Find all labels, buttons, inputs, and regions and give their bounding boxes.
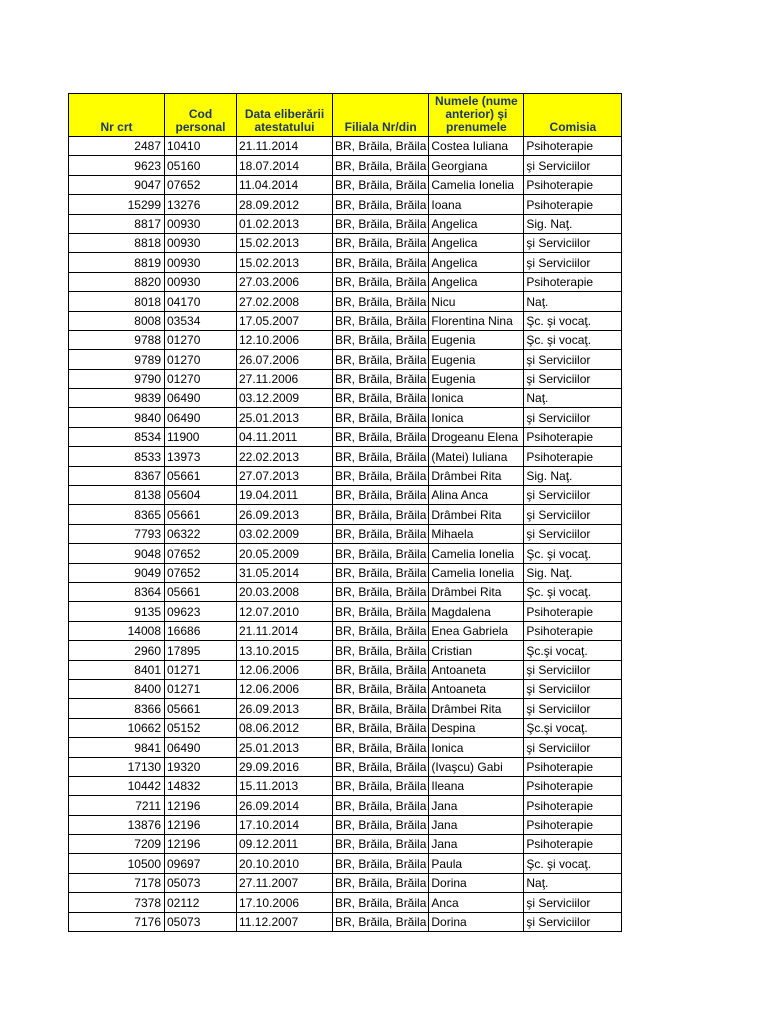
table-row bbox=[69, 156, 622, 175]
cod-personal-cell: 05661 bbox=[165, 505, 237, 524]
date-cell: 17.10.2006 bbox=[237, 893, 333, 912]
table-row bbox=[69, 292, 622, 311]
comisia-cell: Şc.şi vocaţ. bbox=[524, 718, 622, 737]
date-cell: 21.11.2014 bbox=[237, 621, 333, 640]
comisia-cell: şi Serviciilor bbox=[524, 486, 622, 505]
date-cell: 15.02.2013 bbox=[237, 233, 333, 252]
comisia-cell: Psihoterapie bbox=[524, 195, 622, 214]
nr-crt-cell: 8366 bbox=[69, 699, 165, 718]
table-row bbox=[69, 214, 622, 233]
header-nume-prenume: Numele (nume anterior) şi prenumele bbox=[429, 94, 524, 137]
filiala-cell: BR, Brăila, Brăila bbox=[333, 272, 429, 291]
name-cell: Camelia Ionelia bbox=[429, 544, 524, 563]
table-row bbox=[69, 272, 622, 291]
name-cell: (Matei) Iuliana bbox=[429, 447, 524, 466]
filiala-cell: BR, Brăila, Brăila bbox=[333, 427, 429, 446]
name-cell: Enea Gabriela bbox=[429, 621, 524, 640]
cod-personal-cell: 01271 bbox=[165, 679, 237, 698]
filiala-cell: BR, Brăila, Brăila bbox=[333, 582, 429, 601]
nr-crt-cell: 7209 bbox=[69, 835, 165, 854]
table-row bbox=[69, 679, 622, 698]
filiala-cell: BR, Brăila, Brăila bbox=[333, 195, 429, 214]
cod-personal-cell: 05661 bbox=[165, 699, 237, 718]
nr-crt-cell: 7178 bbox=[69, 873, 165, 892]
date-cell: 15.02.2013 bbox=[237, 253, 333, 272]
filiala-cell: BR, Brăila, Brăila bbox=[333, 660, 429, 679]
table-row bbox=[69, 641, 622, 660]
comisia-cell: Psihoterapie bbox=[524, 427, 622, 446]
comisia-cell: şi Serviciilor bbox=[524, 912, 622, 931]
table-row bbox=[69, 796, 622, 815]
cod-personal-cell: 05152 bbox=[165, 718, 237, 737]
nr-crt-cell: 7176 bbox=[69, 912, 165, 931]
comisia-cell: şi Serviciilor bbox=[524, 679, 622, 698]
comisia-cell: şi Serviciilor bbox=[524, 233, 622, 252]
name-cell: Angelica bbox=[429, 253, 524, 272]
cod-personal-cell: 09697 bbox=[165, 854, 237, 873]
nr-crt-cell: 9789 bbox=[69, 350, 165, 369]
cod-personal-cell: 09623 bbox=[165, 602, 237, 621]
header-cod-personal: Cod personal bbox=[165, 94, 237, 137]
cod-personal-cell: 05073 bbox=[165, 912, 237, 931]
table-row bbox=[69, 660, 622, 679]
comisia-cell: Psihoterapie bbox=[524, 757, 622, 776]
comisia-cell: şi Serviciilor bbox=[524, 253, 622, 272]
date-cell: 20.10.2010 bbox=[237, 854, 333, 873]
cod-personal-cell: 00930 bbox=[165, 214, 237, 233]
date-cell: 26.09.2014 bbox=[237, 796, 333, 815]
cod-personal-cell: 07652 bbox=[165, 544, 237, 563]
table-row bbox=[69, 233, 622, 252]
comisia-cell: şi Serviciilor bbox=[524, 350, 622, 369]
cod-personal-cell: 05160 bbox=[165, 156, 237, 175]
filiala-cell: BR, Brăila, Brăila bbox=[333, 137, 429, 156]
date-cell: 01.02.2013 bbox=[237, 214, 333, 233]
table-row bbox=[69, 815, 622, 834]
cod-personal-cell: 02112 bbox=[165, 893, 237, 912]
date-cell: 19.04.2011 bbox=[237, 486, 333, 505]
table-row bbox=[69, 776, 622, 795]
filiala-cell: BR, Brăila, Brăila bbox=[333, 835, 429, 854]
filiala-cell: BR, Brăila, Brăila bbox=[333, 699, 429, 718]
name-cell: Georgiana bbox=[429, 156, 524, 175]
date-cell: 20.03.2008 bbox=[237, 582, 333, 601]
header-nr-crt: Nr crt bbox=[69, 94, 165, 137]
cod-personal-cell: 14832 bbox=[165, 776, 237, 795]
date-cell: 26.09.2013 bbox=[237, 699, 333, 718]
table-row bbox=[69, 912, 622, 931]
cod-personal-cell: 07652 bbox=[165, 563, 237, 582]
nr-crt-cell: 10662 bbox=[69, 718, 165, 737]
filiala-cell: BR, Brăila, Brăila bbox=[333, 389, 429, 408]
filiala-cell: BR, Brăila, Brăila bbox=[333, 505, 429, 524]
table-row bbox=[69, 253, 622, 272]
nr-crt-cell: 9048 bbox=[69, 544, 165, 563]
date-cell: 26.09.2013 bbox=[237, 505, 333, 524]
date-cell: 18.07.2014 bbox=[237, 156, 333, 175]
date-cell: 15.11.2013 bbox=[237, 776, 333, 795]
table-row bbox=[69, 505, 622, 524]
cod-personal-cell: 00930 bbox=[165, 233, 237, 252]
nr-crt-cell: 7211 bbox=[69, 796, 165, 815]
date-cell: 27.07.2013 bbox=[237, 466, 333, 485]
date-cell: 27.11.2006 bbox=[237, 369, 333, 388]
table-row bbox=[69, 330, 622, 349]
table-row bbox=[69, 699, 622, 718]
comisia-cell: Psihoterapie bbox=[524, 815, 622, 834]
name-cell: Camelia Ionelia bbox=[429, 175, 524, 194]
filiala-cell: BR, Brăila, Brăila bbox=[333, 679, 429, 698]
filiala-cell: BR, Brăila, Brăila bbox=[333, 369, 429, 388]
nr-crt-cell: 15299 bbox=[69, 195, 165, 214]
nr-crt-cell: 2960 bbox=[69, 641, 165, 660]
comisia-cell: Naţ. bbox=[524, 292, 622, 311]
cod-personal-cell: 06490 bbox=[165, 408, 237, 427]
name-cell: Dorina bbox=[429, 873, 524, 892]
name-cell: Eugenia bbox=[429, 330, 524, 349]
table-row bbox=[69, 486, 622, 505]
name-cell: Drâmbei Rita bbox=[429, 466, 524, 485]
nr-crt-cell: 9135 bbox=[69, 602, 165, 621]
name-cell: Cristian bbox=[429, 641, 524, 660]
name-cell: Mihaela bbox=[429, 524, 524, 543]
date-cell: 17.05.2007 bbox=[237, 311, 333, 330]
cod-personal-cell: 16686 bbox=[165, 621, 237, 640]
comisia-cell: Psihoterapie bbox=[524, 796, 622, 815]
nr-crt-cell: 9790 bbox=[69, 369, 165, 388]
nr-crt-cell: 8138 bbox=[69, 486, 165, 505]
date-cell: 11.12.2007 bbox=[237, 912, 333, 931]
comisia-cell: şi Serviciilor bbox=[524, 699, 622, 718]
filiala-cell: BR, Brăila, Brăila bbox=[333, 563, 429, 582]
date-cell: 12.06.2006 bbox=[237, 660, 333, 679]
nr-crt-cell: 9047 bbox=[69, 175, 165, 194]
nr-crt-cell: 8400 bbox=[69, 679, 165, 698]
name-cell: Jana bbox=[429, 796, 524, 815]
date-cell: 25.01.2013 bbox=[237, 738, 333, 757]
name-cell: Angelica bbox=[429, 272, 524, 291]
filiala-cell: BR, Brăila, Brăila bbox=[333, 718, 429, 737]
date-cell: 31.05.2014 bbox=[237, 563, 333, 582]
name-cell: Angelica bbox=[429, 214, 524, 233]
filiala-cell: BR, Brăila, Brăila bbox=[333, 466, 429, 485]
comisia-cell: şi Serviciilor bbox=[524, 408, 622, 427]
nr-crt-cell: 10500 bbox=[69, 854, 165, 873]
table-header bbox=[69, 94, 622, 137]
filiala-cell: BR, Brăila, Brăila bbox=[333, 350, 429, 369]
name-cell: Angelica bbox=[429, 233, 524, 252]
nr-crt-cell: 8817 bbox=[69, 214, 165, 233]
nr-crt-cell: 14008 bbox=[69, 621, 165, 640]
date-cell: 03.12.2009 bbox=[237, 389, 333, 408]
cod-personal-cell: 05661 bbox=[165, 466, 237, 485]
filiala-cell: BR, Brăila, Brăila bbox=[333, 873, 429, 892]
date-cell: 11.04.2014 bbox=[237, 175, 333, 194]
name-cell: Magdalena bbox=[429, 602, 524, 621]
name-cell: Ioana bbox=[429, 195, 524, 214]
nr-crt-cell: 8401 bbox=[69, 660, 165, 679]
comisia-cell: Şc. şi vocaţ. bbox=[524, 582, 622, 601]
header-filiala: Filiala Nr/din bbox=[333, 94, 429, 137]
name-cell: Jana bbox=[429, 835, 524, 854]
date-cell: 17.10.2014 bbox=[237, 815, 333, 834]
comisia-cell: Şc.şi vocaţ. bbox=[524, 641, 622, 660]
nr-crt-cell: 8820 bbox=[69, 272, 165, 291]
filiala-cell: BR, Brăila, Brăila bbox=[333, 311, 429, 330]
date-cell: 25.01.2013 bbox=[237, 408, 333, 427]
name-cell: Drâmbei Rita bbox=[429, 582, 524, 601]
nr-crt-cell: 9788 bbox=[69, 330, 165, 349]
date-cell: 20.05.2009 bbox=[237, 544, 333, 563]
cod-personal-cell: 04170 bbox=[165, 292, 237, 311]
nr-crt-cell: 8818 bbox=[69, 233, 165, 252]
date-cell: 26.07.2006 bbox=[237, 350, 333, 369]
comisia-cell: Psihoterapie bbox=[524, 272, 622, 291]
name-cell: Anca bbox=[429, 893, 524, 912]
filiala-cell: BR, Brăila, Brăila bbox=[333, 776, 429, 795]
comisia-cell: şi Serviciilor bbox=[524, 524, 622, 543]
name-cell: Costea Iuliana bbox=[429, 137, 524, 156]
cod-personal-cell: 06490 bbox=[165, 389, 237, 408]
cod-personal-cell: 01270 bbox=[165, 350, 237, 369]
comisia-cell: Şc. şi vocaţ. bbox=[524, 311, 622, 330]
name-cell: Camelia Ionelia bbox=[429, 563, 524, 582]
date-cell: 28.09.2012 bbox=[237, 195, 333, 214]
date-cell: 09.12.2011 bbox=[237, 835, 333, 854]
comisia-cell: Psihoterapie bbox=[524, 602, 622, 621]
name-cell: Drâmbei Rita bbox=[429, 505, 524, 524]
comisia-cell: Psihoterapie bbox=[524, 175, 622, 194]
cod-personal-cell: 13973 bbox=[165, 447, 237, 466]
filiala-cell: BR, Brăila, Brăila bbox=[333, 641, 429, 660]
filiala-cell: BR, Brăila, Brăila bbox=[333, 738, 429, 757]
nr-crt-cell: 17130 bbox=[69, 757, 165, 776]
filiala-cell: BR, Brăila, Brăila bbox=[333, 893, 429, 912]
filiala-cell: BR, Brăila, Brăila bbox=[333, 330, 429, 349]
filiala-cell: BR, Brăila, Brăila bbox=[333, 602, 429, 621]
date-cell: 12.10.2006 bbox=[237, 330, 333, 349]
filiala-cell: BR, Brăila, Brăila bbox=[333, 815, 429, 834]
comisia-cell: Sig. Naţ. bbox=[524, 563, 622, 582]
name-cell: Nicu bbox=[429, 292, 524, 311]
table-row bbox=[69, 350, 622, 369]
date-cell: 27.11.2007 bbox=[237, 873, 333, 892]
nr-crt-cell: 8008 bbox=[69, 311, 165, 330]
cod-personal-cell: 13276 bbox=[165, 195, 237, 214]
comisia-cell: şi Serviciilor bbox=[524, 505, 622, 524]
name-cell: Eugenia bbox=[429, 350, 524, 369]
name-cell: Drogeanu Elena bbox=[429, 427, 524, 446]
date-cell: 22.02.2013 bbox=[237, 447, 333, 466]
date-cell: 29.09.2016 bbox=[237, 757, 333, 776]
comisia-cell: şi Serviciilor bbox=[524, 369, 622, 388]
comisia-cell: Psihoterapie bbox=[524, 776, 622, 795]
name-cell: Antoaneta bbox=[429, 660, 524, 679]
nr-crt-cell: 8365 bbox=[69, 505, 165, 524]
comisia-cell: şi Serviciilor bbox=[524, 156, 622, 175]
cod-personal-cell: 00930 bbox=[165, 253, 237, 272]
filiala-cell: BR, Brăila, Brăila bbox=[333, 447, 429, 466]
table-row bbox=[69, 602, 622, 621]
nr-crt-cell: 8533 bbox=[69, 447, 165, 466]
cod-personal-cell: 19320 bbox=[165, 757, 237, 776]
table-row bbox=[69, 466, 622, 485]
table-row bbox=[69, 757, 622, 776]
filiala-cell: BR, Brăila, Brăila bbox=[333, 233, 429, 252]
filiala-cell: BR, Brăila, Brăila bbox=[333, 757, 429, 776]
nr-crt-cell: 9841 bbox=[69, 738, 165, 757]
comisia-cell: şi Serviciilor bbox=[524, 738, 622, 757]
comisia-cell: Naţ. bbox=[524, 389, 622, 408]
filiala-cell: BR, Brăila, Brăila bbox=[333, 621, 429, 640]
filiala-cell: BR, Brăila, Brăila bbox=[333, 912, 429, 931]
date-cell: 21.11.2014 bbox=[237, 137, 333, 156]
nr-crt-cell: 9623 bbox=[69, 156, 165, 175]
table-row bbox=[69, 427, 622, 446]
table-row bbox=[69, 408, 622, 427]
cod-personal-cell: 17895 bbox=[165, 641, 237, 660]
nr-crt-cell: 9839 bbox=[69, 389, 165, 408]
table-row bbox=[69, 369, 622, 388]
nr-crt-cell: 8534 bbox=[69, 427, 165, 446]
cod-personal-cell: 00930 bbox=[165, 272, 237, 291]
name-cell: Ionica bbox=[429, 389, 524, 408]
name-cell: Alina Anca bbox=[429, 486, 524, 505]
table-row bbox=[69, 718, 622, 737]
name-cell: Florentina Nina bbox=[429, 311, 524, 330]
cod-personal-cell: 12196 bbox=[165, 835, 237, 854]
table-row bbox=[69, 563, 622, 582]
cod-personal-cell: 11900 bbox=[165, 427, 237, 446]
table-row bbox=[69, 738, 622, 757]
nr-crt-cell: 7378 bbox=[69, 893, 165, 912]
filiala-cell: BR, Brăila, Brăila bbox=[333, 524, 429, 543]
comisia-cell: Şc. şi vocaţ. bbox=[524, 854, 622, 873]
cod-personal-cell: 05661 bbox=[165, 582, 237, 601]
cod-personal-cell: 01270 bbox=[165, 369, 237, 388]
date-cell: 27.02.2008 bbox=[237, 292, 333, 311]
nr-crt-cell: 9049 bbox=[69, 563, 165, 582]
cod-personal-cell: 06490 bbox=[165, 738, 237, 757]
cod-personal-cell: 01270 bbox=[165, 330, 237, 349]
name-cell: Ionica bbox=[429, 408, 524, 427]
table-row bbox=[69, 389, 622, 408]
comisia-cell: Şc. şi vocaţ. bbox=[524, 330, 622, 349]
comisia-cell: Psihoterapie bbox=[524, 447, 622, 466]
comisia-cell: Psihoterapie bbox=[524, 137, 622, 156]
name-cell: Eugenia bbox=[429, 369, 524, 388]
nr-crt-cell: 8364 bbox=[69, 582, 165, 601]
table-row bbox=[69, 447, 622, 466]
name-cell: Ionica bbox=[429, 738, 524, 757]
name-cell: Despina bbox=[429, 718, 524, 737]
table-row bbox=[69, 873, 622, 892]
nr-crt-cell: 10442 bbox=[69, 776, 165, 795]
name-cell: Drâmbei Rita bbox=[429, 699, 524, 718]
nr-crt-cell: 7793 bbox=[69, 524, 165, 543]
name-cell: Antoaneta bbox=[429, 679, 524, 698]
nr-crt-cell: 8819 bbox=[69, 253, 165, 272]
comisia-cell: Sig. Naţ. bbox=[524, 214, 622, 233]
nr-crt-cell: 8367 bbox=[69, 466, 165, 485]
records-table bbox=[68, 93, 622, 932]
nr-crt-cell: 9840 bbox=[69, 408, 165, 427]
header-row bbox=[69, 94, 622, 137]
table-row bbox=[69, 311, 622, 330]
cod-personal-cell: 12196 bbox=[165, 815, 237, 834]
name-cell: (Ivaşcu) Gabi bbox=[429, 757, 524, 776]
date-cell: 04.11.2011 bbox=[237, 427, 333, 446]
filiala-cell: BR, Brăila, Brăila bbox=[333, 214, 429, 233]
table-row bbox=[69, 621, 622, 640]
comisia-cell: Şc. şi vocaţ. bbox=[524, 544, 622, 563]
cod-personal-cell: 07652 bbox=[165, 175, 237, 194]
comisia-cell: şi Serviciilor bbox=[524, 660, 622, 679]
table-row bbox=[69, 544, 622, 563]
name-cell: Paula bbox=[429, 854, 524, 873]
table-row bbox=[69, 854, 622, 873]
filiala-cell: BR, Brăila, Brăila bbox=[333, 156, 429, 175]
name-cell: Dorina bbox=[429, 912, 524, 931]
table-row bbox=[69, 137, 622, 156]
date-cell: 08.06.2012 bbox=[237, 718, 333, 737]
header-data-eliberarii: Data eliberării atestatului bbox=[237, 94, 333, 137]
table-body bbox=[69, 137, 622, 932]
filiala-cell: BR, Brăila, Brăila bbox=[333, 175, 429, 194]
cod-personal-cell: 01271 bbox=[165, 660, 237, 679]
date-cell: 03.02.2009 bbox=[237, 524, 333, 543]
header-comisia: Comisia bbox=[524, 94, 622, 137]
table-row bbox=[69, 582, 622, 601]
table-row bbox=[69, 835, 622, 854]
nr-crt-cell: 2487 bbox=[69, 137, 165, 156]
table-row bbox=[69, 195, 622, 214]
table-row bbox=[69, 175, 622, 194]
filiala-cell: BR, Brăila, Brăila bbox=[333, 486, 429, 505]
name-cell: Jana bbox=[429, 815, 524, 834]
cod-personal-cell: 06322 bbox=[165, 524, 237, 543]
filiala-cell: BR, Brăila, Brăila bbox=[333, 854, 429, 873]
table-row bbox=[69, 893, 622, 912]
nr-crt-cell: 8018 bbox=[69, 292, 165, 311]
comisia-cell: Psihoterapie bbox=[524, 835, 622, 854]
date-cell: 27.03.2006 bbox=[237, 272, 333, 291]
filiala-cell: BR, Brăila, Brăila bbox=[333, 544, 429, 563]
filiala-cell: BR, Brăila, Brăila bbox=[333, 796, 429, 815]
filiala-cell: BR, Brăila, Brăila bbox=[333, 292, 429, 311]
filiala-cell: BR, Brăila, Brăila bbox=[333, 408, 429, 427]
comisia-cell: Naţ. bbox=[524, 873, 622, 892]
comisia-cell: şi Serviciilor bbox=[524, 893, 622, 912]
comisia-cell: Psihoterapie bbox=[524, 621, 622, 640]
name-cell: Ileana bbox=[429, 776, 524, 795]
comisia-cell: Sig. Naţ. bbox=[524, 466, 622, 485]
cod-personal-cell: 12196 bbox=[165, 796, 237, 815]
date-cell: 13.10.2015 bbox=[237, 641, 333, 660]
cod-personal-cell: 03534 bbox=[165, 311, 237, 330]
table-row bbox=[69, 524, 622, 543]
date-cell: 12.06.2006 bbox=[237, 679, 333, 698]
date-cell: 12.07.2010 bbox=[237, 602, 333, 621]
cod-personal-cell: 05073 bbox=[165, 873, 237, 892]
nr-crt-cell: 13876 bbox=[69, 815, 165, 834]
filiala-cell: BR, Brăila, Brăila bbox=[333, 253, 429, 272]
cod-personal-cell: 10410 bbox=[165, 137, 237, 156]
cod-personal-cell: 05604 bbox=[165, 486, 237, 505]
